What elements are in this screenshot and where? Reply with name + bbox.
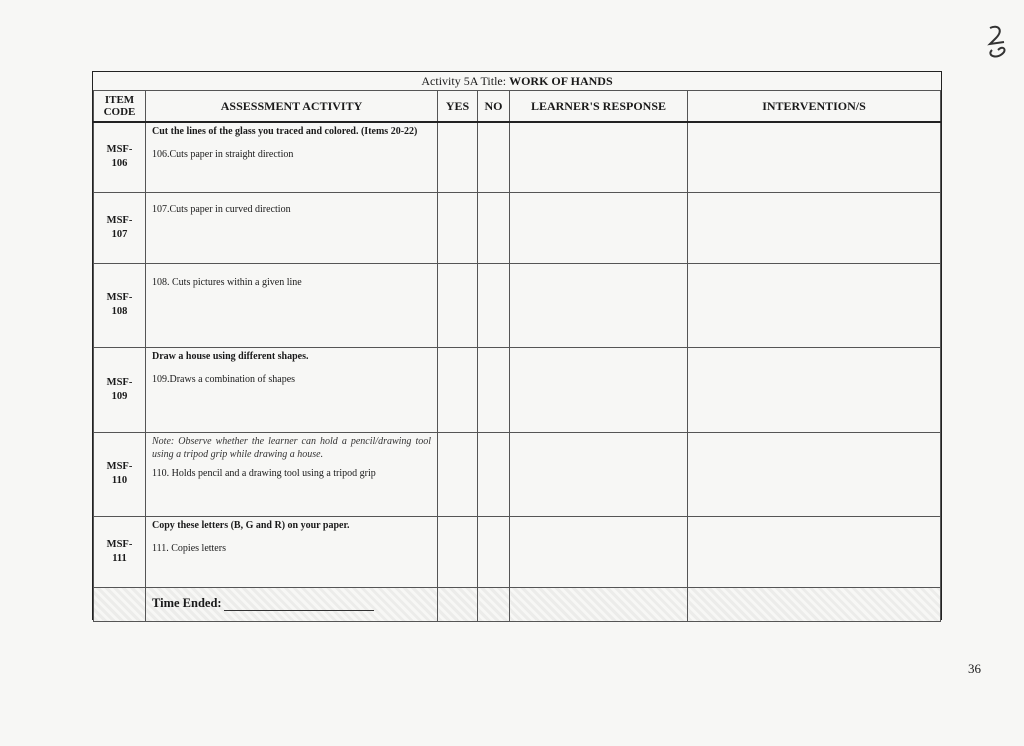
header-response: LEARNER'S RESPONSE xyxy=(510,91,688,123)
response-cell[interactable] xyxy=(510,122,688,192)
activity-cell xyxy=(146,516,438,587)
activity-cell xyxy=(146,432,438,516)
activity-heading: Draw a house using different shapes. xyxy=(152,350,309,362)
activity-title-prefix: Activity 5A Title: xyxy=(421,74,507,88)
response-cell[interactable] xyxy=(510,347,688,432)
activity-item: 110. Holds pencil and a drawing tool using a tripod grip xyxy=(152,467,376,479)
intervention-cell[interactable] xyxy=(688,122,941,192)
assessment-table xyxy=(93,90,941,622)
activity-cell xyxy=(146,122,438,192)
header-row xyxy=(94,91,941,123)
yes-cell[interactable] xyxy=(438,347,478,432)
activity-title xyxy=(93,72,941,91)
activity-cell xyxy=(146,192,438,263)
activity-item: 107.Cuts paper in curved direction xyxy=(152,203,291,215)
item-code: MSF- 108 xyxy=(94,263,146,347)
header-intervention: INTERVENTION/S xyxy=(688,91,941,123)
table-row xyxy=(94,516,941,587)
header-activity: ASSESSMENT ACTIVITY xyxy=(146,91,438,123)
item-code: MSF- 110 xyxy=(94,432,146,516)
yes-cell[interactable] xyxy=(438,516,478,587)
response-cell[interactable] xyxy=(510,432,688,516)
no-cell[interactable] xyxy=(478,516,510,587)
activity-item: 111. Copies letters xyxy=(152,542,226,554)
activity-heading: Copy these letters (B, G and R) on your paper. xyxy=(152,519,350,531)
time-code-cell xyxy=(94,587,146,621)
yes-cell[interactable] xyxy=(438,263,478,347)
header-no: NO xyxy=(478,91,510,123)
assessment-sheet xyxy=(92,71,942,620)
response-cell[interactable] xyxy=(510,263,688,347)
activity-item: 106.Cuts paper in straight direction xyxy=(152,149,294,160)
yes-cell[interactable] xyxy=(438,432,478,516)
no-cell[interactable] xyxy=(478,263,510,347)
response-cell xyxy=(510,587,688,621)
item-code: MSF- 107 xyxy=(94,192,146,263)
no-cell[interactable] xyxy=(478,432,510,516)
no-cell[interactable] xyxy=(478,347,510,432)
time-ended-label: Time Ended: xyxy=(152,596,222,610)
response-cell[interactable] xyxy=(510,516,688,587)
time-ended-row xyxy=(94,587,941,621)
activity-cell xyxy=(146,347,438,432)
header-item-code: ITEM CODE xyxy=(94,91,146,123)
table-row xyxy=(94,347,941,432)
activity-cell xyxy=(146,263,438,347)
no-cell xyxy=(478,587,510,621)
activity-note: Note: Observe whether the learner can hold a pencil/drawing tool using a tripod grip while drawing a house. xyxy=(152,435,431,460)
table-row xyxy=(94,192,941,263)
page-number: 36 xyxy=(968,661,981,676)
activity-heading: Cut the lines of the glass you traced and colored. (Items 20-22) xyxy=(152,126,418,137)
intervention-cell[interactable] xyxy=(688,516,941,587)
table-row xyxy=(94,122,941,192)
activity-title-name: WORK OF HANDS xyxy=(509,74,613,88)
item-code: MSF- 106 xyxy=(94,122,146,192)
item-code: MSF- 111 xyxy=(94,516,146,587)
no-cell[interactable] xyxy=(478,122,510,192)
activity-item: 109.Draws a combination of shapes xyxy=(152,373,296,385)
intervention-cell[interactable] xyxy=(688,192,941,263)
intervention-cell[interactable] xyxy=(688,347,941,432)
handwritten-page-number xyxy=(982,22,1012,62)
table-row xyxy=(94,432,941,516)
item-code: MSF- 109 xyxy=(94,347,146,432)
yes-cell[interactable] xyxy=(438,192,478,263)
yes-cell[interactable] xyxy=(438,122,478,192)
response-cell[interactable] xyxy=(510,192,688,263)
header-yes: YES xyxy=(438,91,478,123)
intervention-cell[interactable] xyxy=(688,263,941,347)
yes-cell xyxy=(438,587,478,621)
intervention-cell xyxy=(688,587,941,621)
activity-item: 108. Cuts pictures within a given line xyxy=(152,276,302,288)
time-ended-blank[interactable] xyxy=(224,610,374,611)
no-cell[interactable] xyxy=(478,192,510,263)
table-row xyxy=(94,263,941,347)
intervention-cell[interactable] xyxy=(688,432,941,516)
time-ended-cell xyxy=(146,587,438,621)
